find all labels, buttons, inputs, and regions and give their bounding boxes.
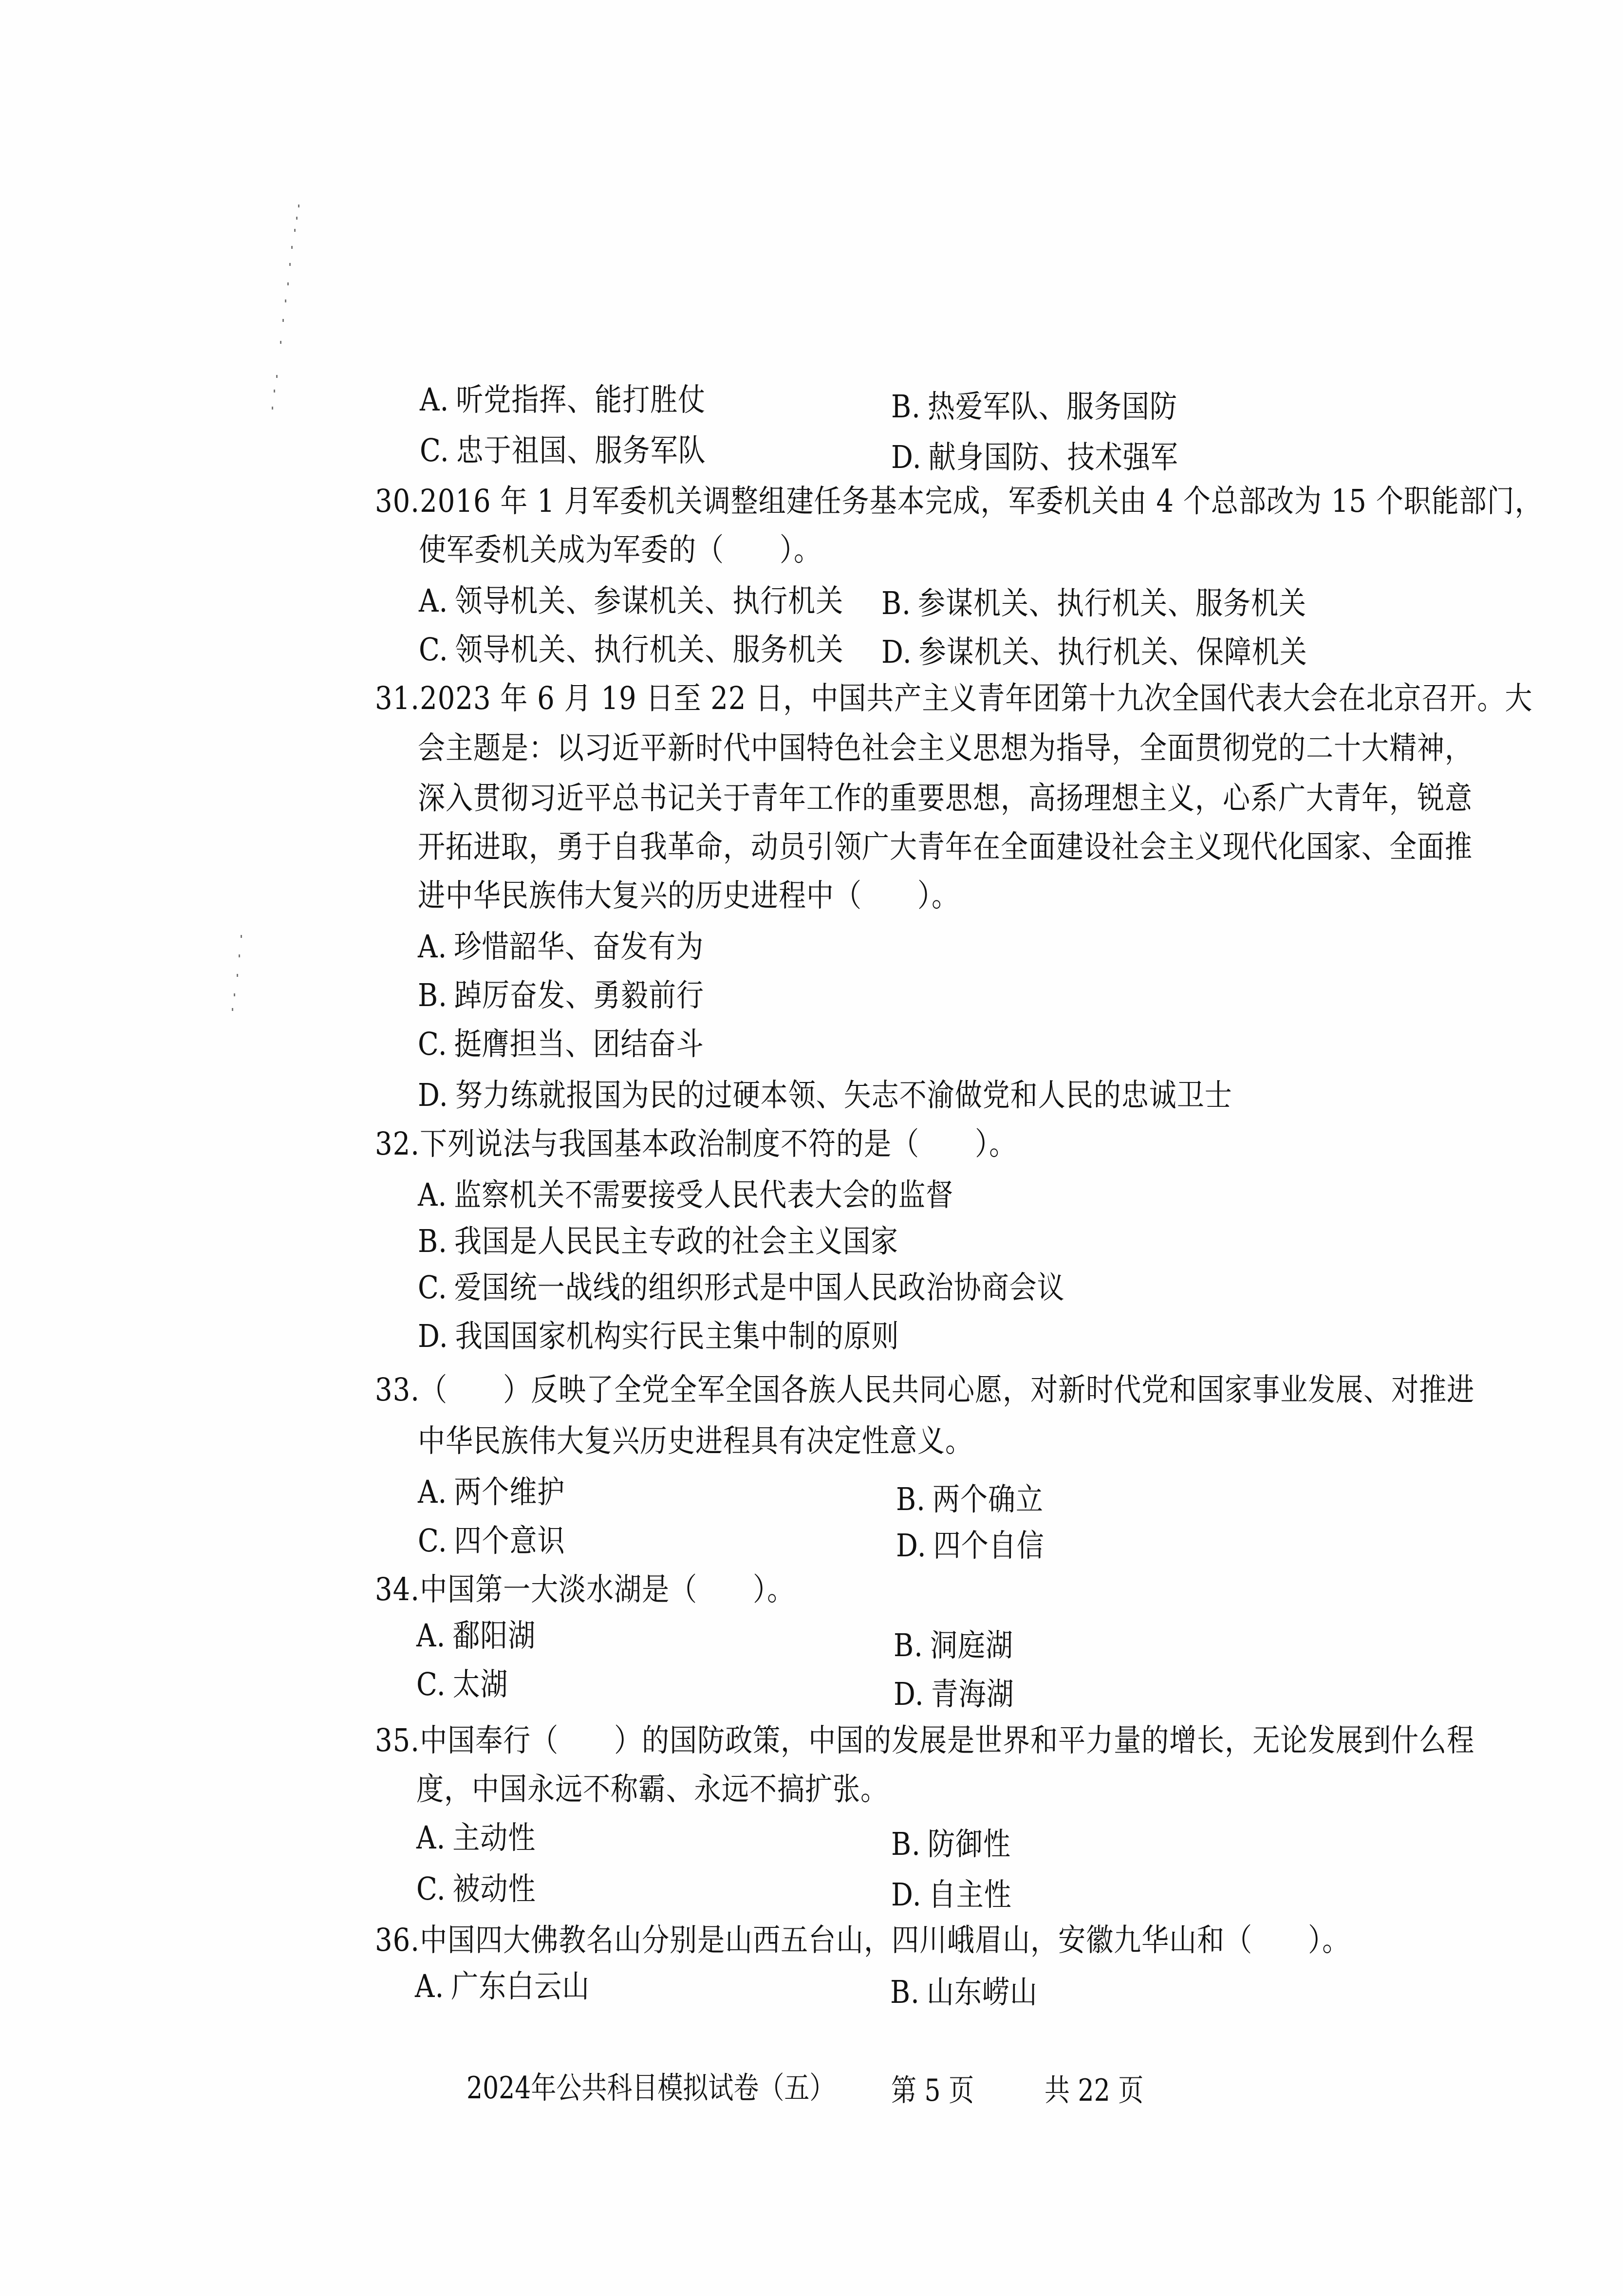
option-b: B. 防御性 [891,1826,1011,1863]
option-d: D. 努力练就报国为民的过硬本领、矢志不渝做党和人民的忠诚卫士 [418,1077,1232,1114]
question-stem-cont: 使军委机关成为军委的（ ）。 [419,532,821,569]
option-a: A. 主动性 [416,1820,536,1857]
question-stem: 30.2016 年 1 月军委机关调整组建任务基本完成，军委机关由 4 个总部改为 15 个职能部门， [375,482,1543,522]
footer-title: 2024年公共科目模拟试卷（五） [466,2071,835,2106]
question-number: 32. [375,1126,420,1163]
option-d: D. 我国国家机构实行民主集中制的原则 [418,1318,899,1355]
question-stem: 35.中国奉行（ ）的国防政策，中国的发展是世界和平力量的增长，无论发展到什么程 [375,1721,1474,1761]
footer-page-label: 第 5 页 [891,2073,974,2109]
question-stem-cont: 开拓进取，勇于自我革命，动员引领广大青年在全面建设社会主义现代化国家、全面推 [418,829,1473,866]
question-number: 34. [375,1571,420,1608]
option-a: A. 广东白云山 [415,1968,590,2005]
question-number: 35. [375,1722,420,1759]
option-c: C. 太湖 [416,1666,508,1703]
option-b: B. 我国是人民民主专政的社会主义国家 [418,1223,898,1260]
question-stem-cont: 会主题是：以习近平新时代中国特色社会主义思想为指导，全面贯彻党的二十大精神， [418,730,1473,767]
question-number: 36. [375,1922,420,1959]
option-b: B. 热爱军队、服务国防 [891,389,1177,426]
question-stem-cont: 度，中国永远不称霸、永远不搞扩张。 [416,1771,888,1808]
option-a: A. 鄱阳湖 [416,1618,536,1655]
question-stem: 36.中国四大佛教名山分别是山西五台山，四川峨眉山，安徽九华山和（ ）。 [375,1921,1350,1960]
option-a: A. 听党指挥、能打胜仗 [420,382,706,419]
option-a: A. 监察机关不需要接受人民代表大会的监督 [418,1177,954,1214]
option-c: C. 四个意识 [418,1523,565,1560]
option-d: D. 献身国防、技术强军 [891,439,1178,476]
option-b: B. 参谋机关、执行机关、服务机关 [881,585,1306,622]
option-d: D. 参谋机关、执行机关、保障机关 [881,634,1307,671]
option-b: B. 踔厉奋发、勇毅前行 [418,977,704,1014]
question-number: 30. [375,483,420,520]
option-d: D. 青海湖 [894,1676,1014,1713]
option-d: D. 四个自信 [896,1528,1045,1565]
footer-total-label: 共 22 页 [1045,2073,1144,2109]
option-d: D. 自主性 [891,1877,1012,1914]
question-stem: 31.2023 年 6 月 19 日至 22 日，中国共产主义青年团第十九次全国代表大会在北京召开。大 [375,679,1532,719]
option-c: C. 爱国统一战线的组织形式是中国人民政治协商会议 [418,1269,1065,1307]
option-c: C. 领导机关、执行机关、服务机关 [419,632,844,669]
option-a: A. 领导机关、参谋机关、执行机关 [419,583,844,620]
option-c: C. 挺膺担当、团结奋斗 [418,1026,704,1063]
question-number: 33. [375,1372,420,1409]
option-b: B. 洞庭湖 [894,1627,1013,1664]
option-b: B. 山东崂山 [890,1974,1038,2011]
option-a: A. 珍惜韶华、奋发有为 [418,929,704,966]
question-stem-cont: 中华民族伟大复兴历史进程具有决定性意义。 [418,1423,973,1460]
question-stem: 34.中国第一大淡水湖是（ ）。 [375,1570,795,1610]
question-stem: 32.下列说法与我国基本政治制度不符的是（ ）。 [375,1125,1017,1164]
question-stem: 33.（ ）反映了全党全军全国各族人民共同心愿，对新时代党和国家事业发展、对推进 [375,1371,1474,1410]
option-c: C. 忠于祖国、服务军队 [420,432,706,469]
question-number: 31. [375,680,420,717]
option-b: B. 两个确立 [896,1481,1044,1518]
option-a: A. 两个维护 [418,1474,565,1511]
question-stem-cont: 深入贯彻习近平总书记关于青年工作的重要思想，高扬理想主义，心系广大青年，锐意 [418,780,1473,817]
question-stem-cont: 进中华民族伟大复兴的历史进程中（ ）。 [418,877,959,915]
option-c: C. 被动性 [416,1871,536,1908]
